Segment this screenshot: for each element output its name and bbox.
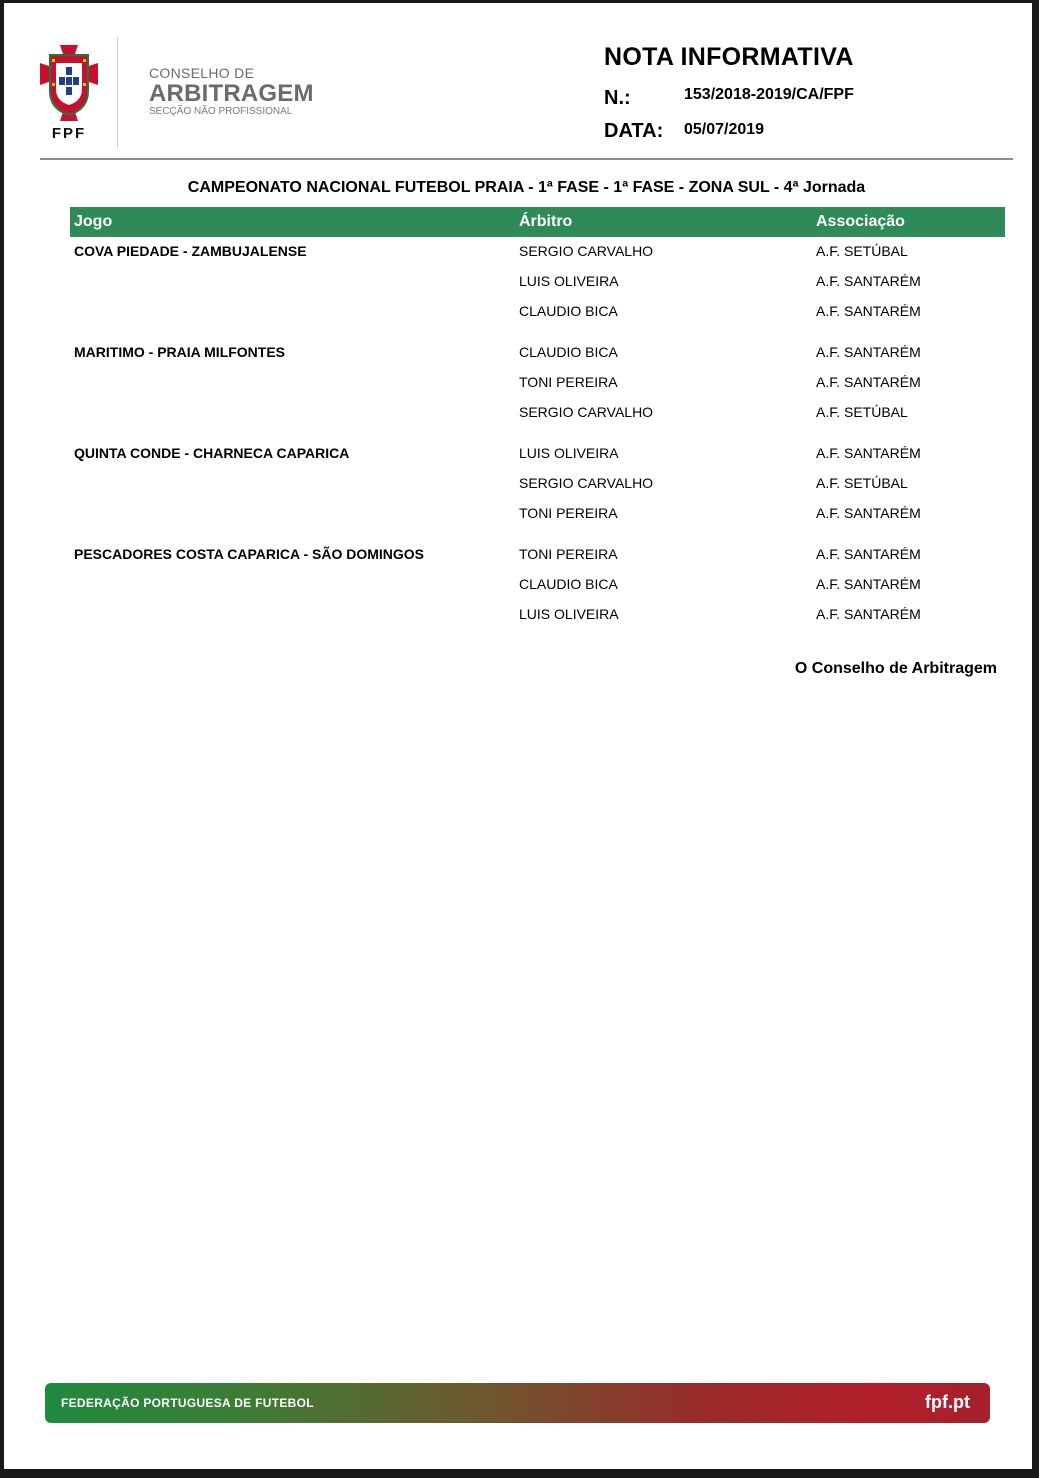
- referee-name: SERGIO CARVALHO: [519, 475, 654, 491]
- referee-name: TONI PEREIRA: [519, 546, 618, 562]
- association-name: A.F. SANTARÉM: [816, 445, 921, 461]
- table-header: [70, 207, 1005, 237]
- council-line-3: SECÇÃO NÃO PROFISSIONAL: [149, 106, 293, 117]
- signature: O Conselho de Arbitragem: [794, 660, 997, 677]
- document-title: CAMPEONATO NACIONAL FUTEBOL PRAIA - 1ª FASE - 1ª FASE - ZONA SUL - 4ª Jornada: [187, 179, 866, 196]
- association-name: A.F. SANTARÉM: [816, 606, 921, 622]
- number-label: N.:: [604, 87, 631, 109]
- association-name: A.F. SANTARÉM: [816, 344, 921, 360]
- footer-federation: FEDERAÇÃO PORTUGUESA DE FUTEBOL: [61, 1396, 314, 1410]
- match-name: PESCADORES COSTA CAPARICA - SÃO DOMINGOS: [74, 546, 425, 562]
- table-row: [70, 398, 1005, 428]
- group-spacer: [70, 428, 1005, 439]
- referee-name: LUIS OLIVEIRA: [519, 273, 619, 289]
- table-row: [70, 237, 1005, 267]
- referee-name: TONI PEREIRA: [519, 374, 618, 390]
- group-spacer: [70, 327, 1005, 338]
- date-label: DATA:: [604, 120, 664, 142]
- header-arbitro: Árbitro: [519, 213, 573, 230]
- referee-name: CLAUDIO BICA: [519, 303, 618, 319]
- table-row: [70, 570, 1005, 600]
- header-rule: [40, 158, 1013, 160]
- header-associacao: Associação: [816, 213, 905, 230]
- table-row: [70, 439, 1005, 469]
- table-row: [70, 368, 1005, 398]
- council-line-1: CONSELHO DE: [149, 65, 255, 81]
- document-page: [4, 3, 1032, 1469]
- referee-name: LUIS OLIVEIRA: [519, 445, 619, 461]
- association-name: A.F. SANTARÉM: [816, 273, 921, 289]
- referee-name: CLAUDIO BICA: [519, 576, 618, 592]
- match-name: COVA PIEDADE - ZAMBUJALENSE: [74, 243, 307, 259]
- council-line-2: ARBITRAGEM: [149, 80, 314, 107]
- table-row: [70, 600, 1005, 630]
- date-value: 05/07/2019: [684, 121, 765, 138]
- referee-name: TONI PEREIRA: [519, 505, 618, 521]
- association-name: A.F. SANTARÉM: [816, 576, 921, 592]
- association-name: A.F. SETÚBAL: [816, 404, 908, 420]
- referee-name: SERGIO CARVALHO: [519, 404, 654, 420]
- referee-name: LUIS OLIVEIRA: [519, 606, 619, 622]
- fpf-logo-text: FPF: [51, 125, 87, 142]
- group-spacer: [70, 529, 1005, 540]
- association-name: A.F. SETÚBAL: [816, 243, 908, 259]
- table-row: [70, 267, 1005, 297]
- table-row: [70, 297, 1005, 327]
- referee-name: CLAUDIO BICA: [519, 344, 618, 360]
- association-name: A.F. SETÚBAL: [816, 475, 908, 491]
- appointments-table: [70, 207, 1005, 630]
- fpf-logo: [38, 43, 100, 153]
- number-value: 153/2018-2019/CA/FPF: [684, 86, 854, 103]
- match-name: MARITIMO - PRAIA MILFONTES: [74, 344, 286, 360]
- association-name: A.F. SANTARÉM: [816, 374, 921, 390]
- header-divider: [117, 37, 118, 149]
- table-row: [70, 540, 1005, 570]
- table-row: [70, 338, 1005, 368]
- association-name: A.F. SANTARÉM: [816, 505, 921, 521]
- table-row: [70, 469, 1005, 499]
- table-row: [70, 499, 1005, 529]
- association-name: A.F. SANTARÉM: [816, 546, 921, 562]
- fpf-crest-icon: [38, 43, 100, 123]
- match-name: QUINTA CONDE - CHARNECA CAPARICA: [74, 445, 350, 461]
- association-name: A.F. SANTARÉM: [816, 303, 921, 319]
- council-logo: [149, 65, 314, 117]
- footer-site-link[interactable]: fpf.pt: [925, 1392, 970, 1412]
- footer-banner: [45, 1383, 990, 1423]
- referee-name: SERGIO CARVALHO: [519, 243, 654, 259]
- nota-title: NOTA INFORMATIVA: [604, 43, 854, 71]
- header-jogo: Jogo: [74, 213, 113, 230]
